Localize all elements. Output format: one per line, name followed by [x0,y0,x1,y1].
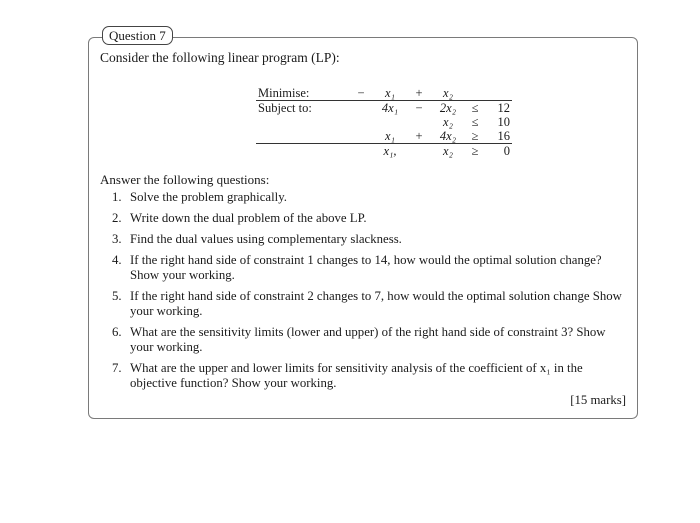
list-item [112,253,630,283]
item-number: 4. [112,253,122,267]
lp-cell: 10 [497,115,510,129]
lp-cell: 4x₁ [381,101,399,115]
lp-cell: x₁, [383,144,397,158]
lp-cell: − [350,86,372,101]
item-text: Write down the dual problem of the above LP. [130,211,367,225]
item-number: 6. [112,325,122,339]
lp-cell: x₁ [372,129,408,144]
lp-cell [350,129,372,144]
answer-intro: Answer the following questions: [100,172,270,187]
lp-objective-row [256,86,512,101]
lp-cell: + [408,129,430,144]
lp-constraint-row [256,101,512,116]
lp-constraint-row [256,129,512,144]
lp-nonnegativity-row [256,144,512,159]
lp-cell: x₂ [443,115,453,129]
lp-cell: x₁ [372,86,408,101]
lp-cell: ≥ [466,129,484,144]
lp-cell [350,144,372,159]
lp-cell: 4x₂ [430,129,466,144]
lp-cell [372,115,408,129]
item-text: Find the dual values using complementary slackness. [130,232,402,246]
lp-cell: x₂ [430,86,466,101]
item-number: 2. [112,211,122,225]
constraints-label: Subject to: [258,101,312,115]
lp-cell: ≥ [471,144,479,158]
list-item [112,232,630,247]
question-intro: Consider the following linear program (LP): [100,50,340,65]
list-item [112,190,630,205]
lp-formulation [256,86,512,158]
lp-cell: 16 [484,129,512,144]
lp-cell: 0 [503,144,510,158]
item-number: 7. [112,361,122,375]
objective-label: Minimise: [256,86,350,101]
item-text: Solve the problem graphically. [130,190,287,204]
lp-cell [484,86,512,101]
item-number: 1. [112,190,122,204]
lp-cell [408,144,430,159]
lp-cell: ≤ [471,101,479,115]
lp-cell: − [415,101,423,115]
list-item [112,361,630,391]
lp-cell: 2x₂ [439,101,457,115]
lp-cell: + [408,86,430,101]
item-text: If the right hand side of constraint 1 changes to 14, how would the optimal solution change? Show your working. [130,253,602,282]
lp-cell: ≤ [471,115,479,129]
lp-cell [466,86,484,101]
lp-constraint-row [256,115,512,129]
list-item [112,325,630,355]
item-number: 3. [112,232,122,246]
lp-cell [350,115,372,129]
lp-cell [408,115,430,129]
lp-cell: 12 [497,101,510,115]
marks-label: [15 marks] [570,393,626,407]
item-text: What are the upper and lower limits for sensitivity analysis of the coefficient of x₁ in the objective function? Show your working. [130,361,583,390]
item-text: If the right hand side of constraint 2 changes to 7, how would the optimal solution change Show your working. [130,289,622,318]
item-text: What are the sensitivity limits (lower and upper) of the right hand side of constraint 3? Show your working. [130,325,606,354]
item-number: 5. [112,289,122,303]
lp-cell [350,101,372,116]
question-tab: Question 7 [102,26,173,45]
list-item [112,289,630,319]
list-item [112,211,630,226]
lp-cell: x₂ [443,144,453,158]
question-list [112,190,630,397]
